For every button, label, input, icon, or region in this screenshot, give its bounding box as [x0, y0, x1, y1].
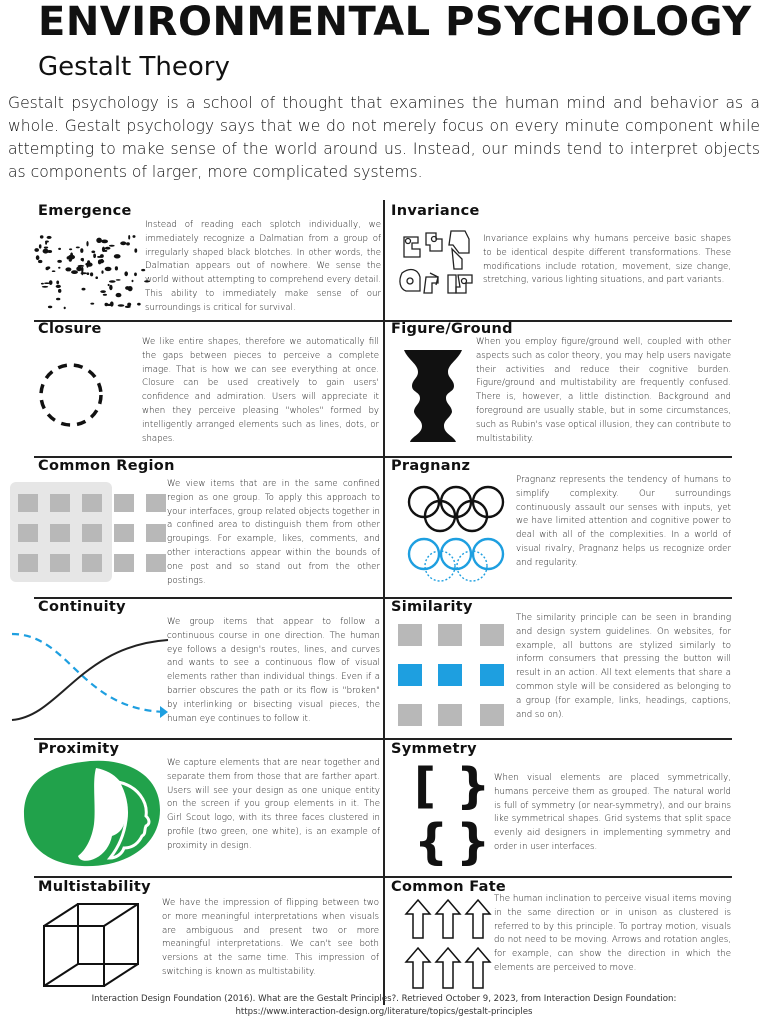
continuity-title: Continuity	[38, 599, 126, 615]
brace-left-bottom: {	[414, 814, 449, 870]
brace-right-bottom: }	[456, 814, 491, 870]
dalmatian-blotch	[120, 241, 126, 245]
dalmatian-blotch	[68, 255, 75, 260]
dalmatian-blotch	[109, 285, 112, 290]
common-region-grid-image	[10, 482, 170, 582]
dalmatian-blotch	[82, 288, 86, 291]
arrows-image	[404, 898, 494, 992]
dalmatian-blotch	[40, 235, 44, 238]
figure-ground-title: Figure/Ground	[391, 321, 513, 337]
dalmatian-blotch	[116, 293, 122, 297]
continuity-curves-image	[10, 620, 170, 730]
dalmatian-blotch	[34, 248, 39, 252]
dalmatian-blotch	[97, 256, 102, 258]
proximity-title: Proximity	[38, 741, 120, 757]
dalmatian-blotch	[87, 272, 90, 275]
dalmatian-blotch	[76, 247, 80, 249]
dalmatian-blotch	[49, 280, 53, 285]
dalmatian-blotch	[133, 235, 136, 238]
dalmatian-blotch	[124, 271, 128, 276]
dalmatian-blotch	[116, 279, 121, 281]
dalmatian-blotch	[45, 241, 49, 243]
dalmatian-blotch	[56, 281, 59, 285]
dalmatian-blotch	[118, 304, 125, 307]
dalmatian-blotch	[93, 254, 96, 259]
dalmatian-blotch	[91, 251, 95, 254]
pragnanz-text: Pragnanz represents the tendency of humans to simplify complexity. Our surroundings continuously assault our senses with inputs, yet we have limited attention and cognitive power to deal with all of the complexities. In a world of visual rivalry, Pragnanz helps us recognize order and regularity.	[516, 475, 731, 568]
dalmatian-blotch	[80, 248, 83, 253]
dalmatian-blotch	[41, 283, 44, 285]
pragnanz-title: Pragnanz	[391, 458, 471, 474]
dalmatian-blotch	[114, 254, 121, 258]
dalmatian-dots-image	[28, 228, 150, 310]
dalmatian-blotch	[134, 273, 137, 277]
dalmatian-blotch	[56, 285, 61, 288]
dalmatian-blotch	[109, 280, 116, 283]
similarity-text: The similarity principle can be seen in branding and design system guidelines. On websites, for example, all buttons are stylized similarly to inform consumers that pressing the button will result in an action. All text elements that share a common style will be considered as belonging to a group (for example, links, headings, captions, and so on).	[516, 613, 731, 720]
dalmatian-blotch	[56, 298, 60, 301]
dalmatian-blotch	[107, 268, 109, 270]
dalmatian-blotch	[115, 266, 118, 270]
closure-title: Closure	[38, 321, 102, 337]
dalmatian-blotch	[65, 267, 71, 271]
dalmatian-blotch	[128, 235, 130, 240]
dalmatian-blotch	[36, 255, 40, 260]
dalmatian-blotch	[44, 282, 50, 284]
dalmatian-blotch	[64, 307, 66, 310]
dalmatian-blotch	[100, 290, 106, 293]
multistability-title: Multistability	[38, 879, 151, 895]
common-fate-text: The human inclination to perceive visual items moving in the same direction or in unison as clustered is referred to by this principle. To portray motion, visuals do not need to be moving. Arrows and rotation angles, for example, can show the direction in which the elements are perceived to move.	[494, 894, 731, 973]
common-region-text: We view items that are in the same confined region as one group. To apply this approach to your interfaces, group related objects together in a confined area to distinguish them from other groupings. For example, likes, comments, and other interactions appear within the bounds of one post and so stand out from the other postings.	[167, 479, 380, 586]
dalmatian-blotch	[137, 303, 141, 306]
dalmatian-blotch	[101, 240, 108, 244]
dalmatian-blotch	[81, 258, 84, 261]
dalmatian-blotch	[109, 245, 115, 247]
dalmatian-blotch	[132, 280, 134, 282]
figure-ground-text: When you employ figure/ground well, coupled with other aspects such as color theory, you may help users navigate their activities and reduce their cognitive burden. Figure/ground and multistability are frequently confused. There is, however, a little distinction. Background and foreground are usually stable, but in some circumstances, such as Rubin's vase optical illusion, they can contribute to multistability.	[476, 337, 731, 444]
dalmatian-blotch	[48, 306, 52, 309]
necker-cube-image	[40, 900, 144, 990]
symmetry-text: When visual elements are placed symmetrically, humans perceive them as grouped. The natural world is full of symmetry (or near-symmetry), and our brains like symmetrical shapes. Grid systems that split space evenly aid designers in implementing symmetry and order in user interfaces.	[494, 773, 731, 852]
dalmatian-blotch	[110, 301, 114, 306]
dalmatian-blotch	[90, 272, 93, 276]
dalmatian-blotch	[47, 236, 52, 239]
dalmatian-blotch	[103, 294, 107, 296]
dalmatian-blotch	[87, 260, 90, 265]
girl-scout-logo-image	[22, 758, 162, 870]
emergence-text: Instead of reading each splotch individually, we immediately recognize a Dalmatian from a group of irregularly shaped black blotches. In other words, the Dalmatian appears out of nowhere. We sense the world without attempting to comprehend every detail. This ability to immediately make sense of our surroundings is critical for survival.	[145, 220, 381, 313]
dalmatian-blotch	[48, 250, 53, 253]
dalmatian-blotch	[108, 284, 110, 286]
dalmatian-blotch	[38, 260, 42, 263]
dalmatian-blotch	[90, 303, 94, 305]
dalmatian-blotch	[58, 248, 61, 250]
dalmatian-blotch	[105, 247, 111, 250]
page-title: ENVIRONMENTAL PSYCHOLOGY	[38, 0, 752, 45]
dalmatian-blotch	[126, 242, 130, 245]
emergence-title: Emergence	[38, 203, 132, 219]
dalmatian-blotch	[76, 266, 82, 271]
dalmatian-blotch	[127, 303, 131, 307]
dalmatian-blotch	[71, 270, 78, 274]
proximity-text: We capture elements that are near together and separate them from those that are farther apart. Users will see your design as one unique entity on the screen if you group elements in it. The Girl Scout logo, with its three faces clustered in profile (two green, one white), is an example of proximity in design.	[167, 758, 380, 851]
dalmatian-blotch	[39, 244, 42, 248]
closure-text: We like entire shapes, therefore we automatically fill the gaps between pieces to perceive a complete image. That is how we can see everything at once. Closure can be used creatively to gain users' confidence and admiration. Users will appreciate it when they perceive pleasing "wholes" formed by intelligently arranged elements such as lines, dots, or shapes.	[142, 337, 379, 444]
common-fate-title: Common Fate	[391, 879, 507, 895]
dalmatian-blotch	[128, 286, 133, 291]
invariance-title: Invariance	[391, 203, 480, 219]
dalmatian-blotch	[101, 259, 103, 261]
grid-vertical-divider	[383, 200, 385, 1005]
dalmatian-blotch	[69, 259, 72, 262]
intro-paragraph: Gestalt psychology is a school of thought that examines the human mind and behavior as a whole. Gestalt psychology says that we do not merely focus on every minute component while attempting to make sense of the world around us. Instead, our minds tend to interpret objects as components of larger, more complicated systems.	[8, 94, 760, 181]
dalmatian-blotch	[42, 286, 48, 288]
symmetry-title: Symmetry	[391, 741, 477, 757]
dalmatian-blotch	[78, 265, 85, 267]
dalmatian-blotch	[102, 247, 105, 252]
similarity-squares-image	[394, 620, 510, 730]
brace-right-top: }	[456, 758, 491, 814]
multistability-text: We have the impression of flipping between two or more meaningful interpretations when visuals are ambiguous and present two or more meaningful interpretations. We can't see both versions at the same time. This impression of switching is known as multistability.	[162, 898, 379, 977]
dalmatian-blotch	[101, 270, 103, 273]
dalmatian-blotch	[58, 289, 61, 293]
dalmatian-blotch	[96, 238, 102, 243]
dalmatian-blotch	[57, 260, 62, 263]
dalmatian-blotch	[47, 266, 51, 269]
page-subtitle: Gestalt Theory	[38, 52, 230, 82]
rubins-vase-image	[396, 346, 476, 446]
dalmatian-blotch	[81, 271, 83, 276]
similarity-title: Similarity	[391, 599, 473, 615]
dalmatian-blotch	[58, 267, 60, 269]
continuity-text: We group items that appear to follow a continuous course in one direction. The human eye follows a design's routes, lines, and curves and wants to see a continuous flow of visual elements rather than individual things. Even if a barrier obscures the path or its flow is "broken" by interlinking or bisecting visual pieces, the human eye continues to follow it.	[167, 617, 380, 724]
bracket-left-top: [	[414, 758, 436, 814]
common-region-title: Common Region	[38, 458, 175, 474]
dalmatian-blotch	[44, 247, 48, 249]
dashed-circle-image	[36, 350, 106, 440]
dalmatian-blotch	[69, 248, 72, 250]
citation-footer: Interaction Design Foundation (2016). What are the Gestalt Principles?. Retrieved October 9, 2023, from Interaction Design Foundation: https://www.interaction-design.org/literature/topics/gestalt-principles	[91, 994, 677, 1017]
invariance-shapes-image	[396, 225, 476, 307]
invariance-text: Invariance explains why humans perceive basic shapes to be identical despite different transformations. These modifications include rotation, movement, size change, stretching, various lighting situations, and part variants.	[483, 234, 731, 286]
dalmatian-blotch	[95, 276, 98, 279]
dalmatian-blotch	[86, 241, 88, 246]
dalmatian-blotch	[134, 248, 137, 252]
dalmatian-blotch	[52, 270, 56, 272]
olympic-rings-image	[404, 480, 508, 590]
